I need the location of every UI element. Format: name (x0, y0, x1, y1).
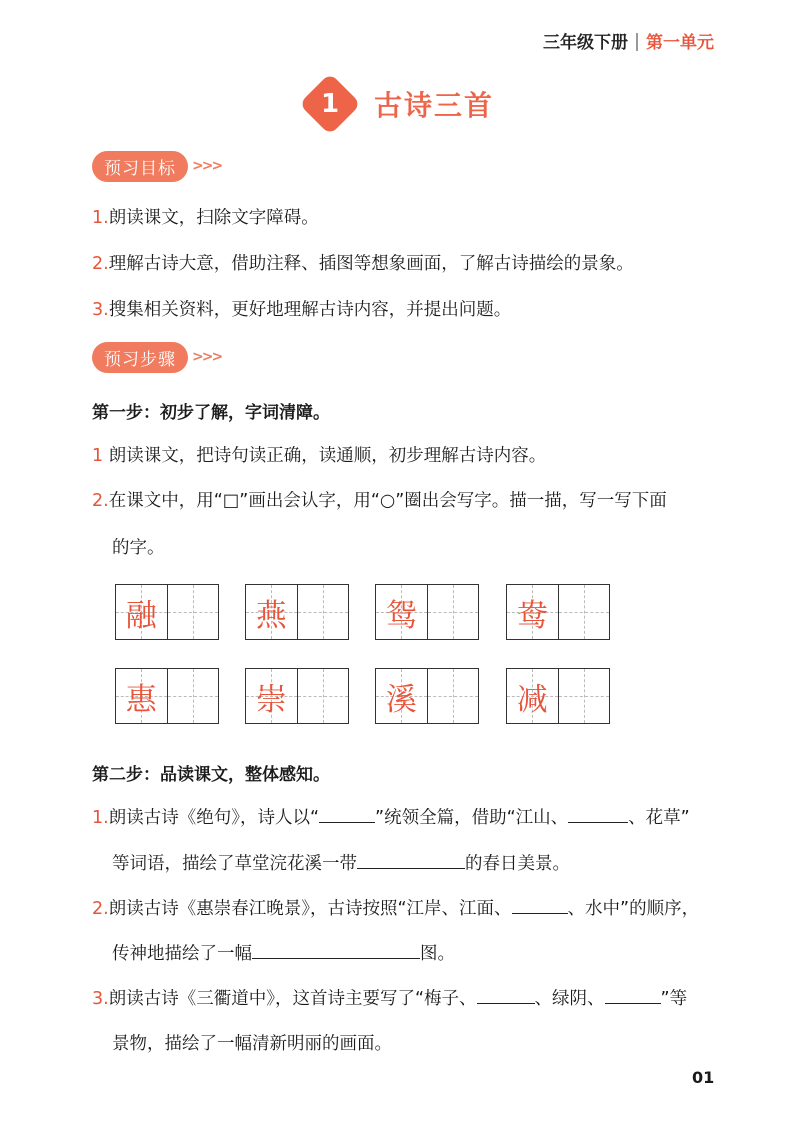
step2-question-cont: 等词语，描绘了草堂浣花溪一带 的春日美景。 (112, 854, 570, 874)
lesson-title-text: 古诗三首 (374, 89, 495, 122)
lesson-number: 1 (320, 89, 340, 119)
goal-item: 3.搜集相关资料，更好地理解古诗内容，并提出问题。 (92, 300, 512, 320)
steps-label: 预习步骤 (92, 342, 188, 373)
lesson-title (302, 76, 494, 132)
fill-blank[interactable] (357, 852, 465, 869)
fill-blank[interactable] (319, 806, 375, 823)
trace-char: 溪 (385, 681, 417, 718)
writing-grid[interactable] (245, 584, 349, 640)
page-header (543, 28, 714, 53)
step2-question: 2.朗读古诗《惠崇春江晚景》，古诗按照“江岸、江面、 、水中”的顺序， (92, 899, 700, 919)
writing-grid[interactable] (115, 584, 219, 640)
writing-grid[interactable] (245, 668, 349, 724)
goals-section-header (92, 151, 221, 181)
grade-label: 三年级下册 (543, 33, 628, 53)
chevrons-icon: >>> (192, 349, 222, 365)
trace-char: 燕 (255, 597, 287, 634)
lesson-number-badge (299, 73, 361, 135)
fill-blank[interactable] (477, 987, 535, 1004)
trace-char: 鸳 (385, 597, 417, 634)
steps-section-header (92, 342, 221, 372)
goal-item: 2.理解古诗大意，借助注释、插图等想象画面，了解古诗描绘的景象。 (92, 254, 634, 274)
trace-char: 惠 (125, 681, 157, 718)
step1-item: 1 朗读课文，把诗句读正确，读通顺，初步理解古诗内容。 (92, 446, 547, 466)
fill-blank[interactable] (568, 806, 628, 823)
fill-blank[interactable] (605, 987, 661, 1004)
trace-char: 融 (125, 597, 157, 634)
trace-char: 鸯 (516, 597, 548, 634)
step1-item-cont: 的字。 (112, 538, 165, 558)
writing-grid[interactable] (375, 584, 479, 640)
goal-item: 1.朗读课文，扫除文字障碍。 (92, 208, 319, 228)
unit-label: 第一单元 (646, 33, 714, 53)
trace-char: 减 (516, 681, 548, 718)
step1-item: 2.在课文中，用“□”画出会认字，用“○”圈出会写字。描一描，写一写下面 (92, 491, 667, 511)
goals-label: 预习目标 (92, 151, 188, 182)
step2-question: 1.朗读古诗《绝句》，诗人以“ ”统领全篇，借助“江山、 、花草” (92, 808, 690, 828)
step2-question-cont: 景物，描绘了一幅清新明丽的画面。 (112, 1034, 392, 1054)
step2-title: 第二步：品读课文，整体感知。 (92, 765, 330, 785)
writing-grid[interactable] (375, 668, 479, 724)
fill-blank[interactable] (252, 942, 420, 959)
header-divider (636, 33, 638, 51)
writing-grid[interactable] (115, 668, 219, 724)
step1-title: 第一步：初步了解，字词清障。 (92, 403, 330, 423)
page-number: 01 (692, 1068, 715, 1087)
chevrons-icon: >>> (192, 158, 222, 174)
fill-blank[interactable] (512, 897, 568, 914)
writing-grid[interactable] (506, 668, 610, 724)
step2-question-cont: 传神地描绘了一幅 图。 (112, 944, 455, 964)
trace-char: 崇 (255, 681, 287, 718)
step2-question: 3.朗读古诗《三衢道中》，这首诗主要写了“梅子、 、绿阴、 ”等 (92, 989, 688, 1009)
writing-grid[interactable] (506, 584, 610, 640)
